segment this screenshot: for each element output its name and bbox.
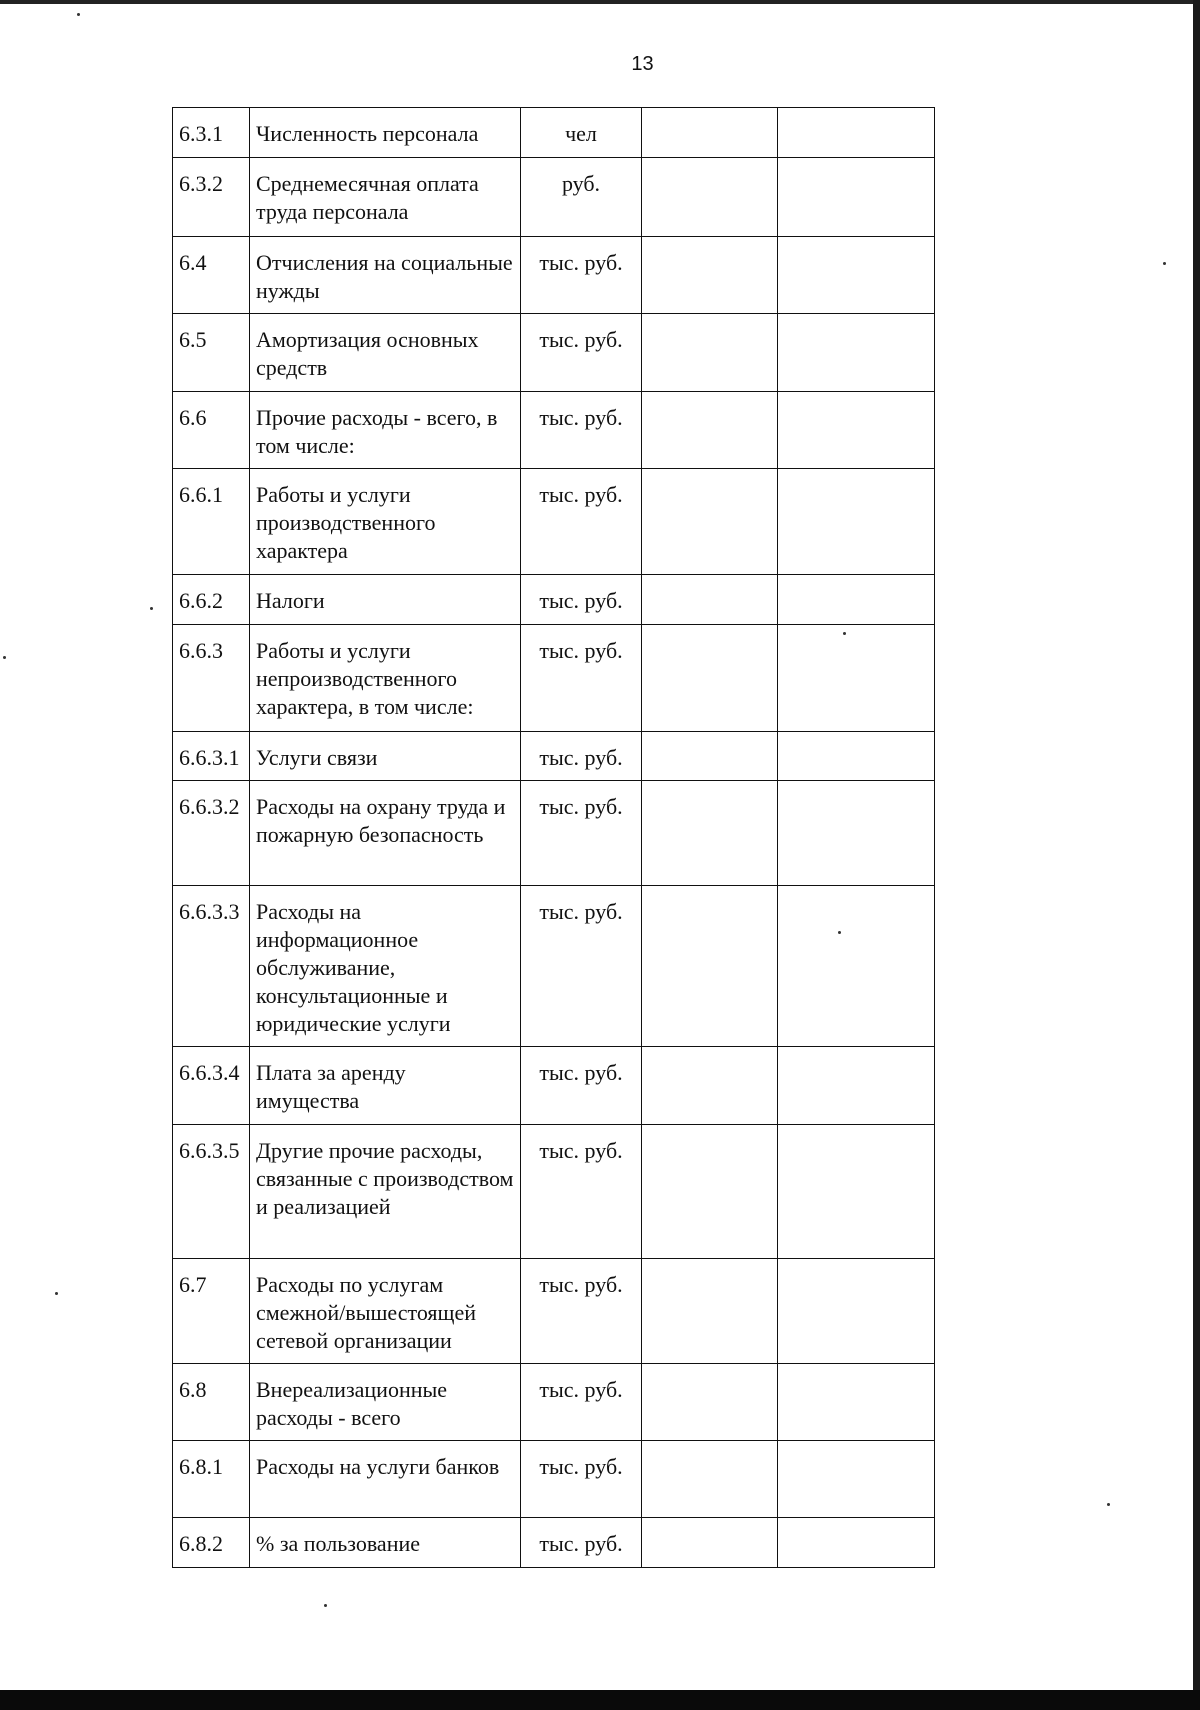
row-unit: тыс. руб. — [521, 575, 642, 625]
table-row — [173, 1259, 935, 1364]
row-value-col5 — [778, 314, 935, 392]
row-unit: тыс. руб. — [521, 314, 642, 392]
expense-table — [172, 107, 935, 1568]
row-value-col5 — [778, 575, 935, 625]
row-number: 6.6.1 — [173, 469, 250, 575]
row-unit: тыс. руб. — [521, 886, 642, 1047]
row-unit: тыс. руб. — [521, 1125, 642, 1259]
row-number: 6.6.3 — [173, 625, 250, 732]
row-number: 6.8.1 — [173, 1441, 250, 1518]
table-row — [173, 1441, 935, 1518]
row-name: Расходы по услугам смежной/вышестоящей сетевой организации — [250, 1259, 521, 1364]
row-value-col5 — [778, 1259, 935, 1364]
row-value-col5 — [778, 886, 935, 1047]
row-value-col5 — [778, 1441, 935, 1518]
row-unit: тыс. руб. — [521, 1364, 642, 1441]
row-name: Плата за аренду имущества — [250, 1047, 521, 1125]
scan-speck — [843, 632, 846, 635]
row-number: 6.6.3.4 — [173, 1047, 250, 1125]
row-name: Услуги связи — [250, 732, 521, 781]
scan-speck — [55, 1292, 58, 1295]
row-value-col4 — [642, 1364, 778, 1441]
row-name: Внереализационные расходы - всего — [250, 1364, 521, 1441]
table-row — [173, 1125, 935, 1259]
row-unit: тыс. руб. — [521, 732, 642, 781]
row-unit: чел — [521, 108, 642, 158]
table-row — [173, 732, 935, 781]
scan-speck — [77, 13, 80, 16]
row-value-col4 — [642, 575, 778, 625]
page-number: 13 — [631, 53, 654, 75]
row-value-col5 — [778, 625, 935, 732]
row-number: 6.3.1 — [173, 108, 250, 158]
row-name: Численность персонала — [250, 108, 521, 158]
scan-edge-right — [1193, 0, 1200, 1710]
row-unit: руб. — [521, 158, 642, 237]
row-number: 6.8 — [173, 1364, 250, 1441]
row-name: Расходы на охрану труда и пожарную безопасность — [250, 781, 521, 886]
row-number: 6.5 — [173, 314, 250, 392]
row-unit: тыс. руб. — [521, 781, 642, 886]
row-number: 6.6.3.2 — [173, 781, 250, 886]
row-value-col4 — [642, 625, 778, 732]
row-unit: тыс. руб. — [521, 469, 642, 575]
row-value-col4 — [642, 158, 778, 237]
row-value-col4 — [642, 1441, 778, 1518]
row-value-col4 — [642, 108, 778, 158]
row-value-col5 — [778, 108, 935, 158]
row-value-col5 — [778, 1518, 935, 1568]
row-name: Работы и услуги производственного характера — [250, 469, 521, 575]
row-value-col4 — [642, 781, 778, 886]
table-row — [173, 625, 935, 732]
table-row — [173, 108, 935, 158]
row-value-col5 — [778, 158, 935, 237]
scan-edge-top — [0, 0, 1200, 4]
scan-speck — [1163, 262, 1166, 265]
row-number: 6.7 — [173, 1259, 250, 1364]
table-row — [173, 237, 935, 314]
row-number: 6.4 — [173, 237, 250, 314]
row-value-col4 — [642, 732, 778, 781]
scan-speck — [324, 1604, 327, 1607]
row-unit: тыс. руб. — [521, 1259, 642, 1364]
table-row — [173, 392, 935, 469]
row-number: 6.3.2 — [173, 158, 250, 237]
table-row — [173, 886, 935, 1047]
row-number: 6.6.2 — [173, 575, 250, 625]
table-row — [173, 575, 935, 625]
table-row — [173, 158, 935, 237]
table-row — [173, 314, 935, 392]
row-name: Расходы на услуги банков — [250, 1441, 521, 1518]
row-name: % за пользование — [250, 1518, 521, 1568]
row-value-col4 — [642, 237, 778, 314]
row-name: Отчисления на социальные нужды — [250, 237, 521, 314]
row-value-col5 — [778, 1364, 935, 1441]
table-row — [173, 1364, 935, 1441]
scan-speck — [838, 931, 841, 934]
row-value-col5 — [778, 237, 935, 314]
row-unit: тыс. руб. — [521, 1518, 642, 1568]
row-number: 6.6.3.5 — [173, 1125, 250, 1259]
table-row — [173, 1047, 935, 1125]
row-number: 6.8.2 — [173, 1518, 250, 1568]
row-name: Амортизация основных средств — [250, 314, 521, 392]
scan-edge-bottom — [0, 1690, 1200, 1710]
scan-speck — [1107, 1503, 1110, 1506]
row-value-col5 — [778, 392, 935, 469]
row-name: Расходы на информационное обслуживание, консультационные и юридические услуги — [250, 886, 521, 1047]
table-row — [173, 469, 935, 575]
row-number: 6.6 — [173, 392, 250, 469]
row-number: 6.6.3.1 — [173, 732, 250, 781]
row-unit: тыс. руб. — [521, 625, 642, 732]
row-value-col4 — [642, 1047, 778, 1125]
row-value-col4 — [642, 469, 778, 575]
row-value-col5 — [778, 781, 935, 886]
row-unit: тыс. руб. — [521, 1047, 642, 1125]
row-name: Налоги — [250, 575, 521, 625]
row-value-col4 — [642, 392, 778, 469]
row-value-col4 — [642, 1259, 778, 1364]
row-value-col4 — [642, 886, 778, 1047]
row-value-col5 — [778, 1047, 935, 1125]
row-unit: тыс. руб. — [521, 1441, 642, 1518]
row-value-col4 — [642, 1125, 778, 1259]
table-row — [173, 1518, 935, 1568]
row-unit: тыс. руб. — [521, 237, 642, 314]
row-value-col4 — [642, 314, 778, 392]
scan-speck — [150, 607, 153, 610]
row-value-col4 — [642, 1518, 778, 1568]
row-unit: тыс. руб. — [521, 392, 642, 469]
row-name: Прочие расходы - всего, в том числе: — [250, 392, 521, 469]
row-value-col5 — [778, 732, 935, 781]
row-number: 6.6.3.3 — [173, 886, 250, 1047]
expense-table-body — [173, 108, 935, 1568]
row-value-col5 — [778, 469, 935, 575]
row-name: Другие прочие расходы, связанные с производством и реализацией — [250, 1125, 521, 1259]
row-value-col5 — [778, 1125, 935, 1259]
scan-speck — [3, 656, 6, 659]
table-row — [173, 781, 935, 886]
row-name: Работы и услуги непроизводственного характера, в том числе: — [250, 625, 521, 732]
row-name: Среднемесячная оплата труда персонала — [250, 158, 521, 237]
